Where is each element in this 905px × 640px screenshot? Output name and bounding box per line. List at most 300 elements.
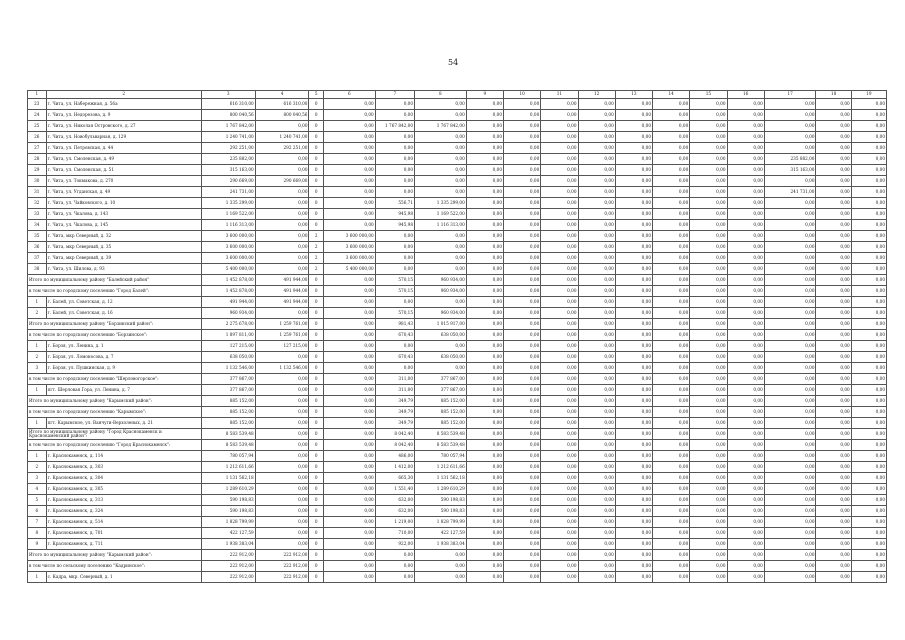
address-cell: г. Чита, ул. Шилова, д. 93 [46,264,201,275]
table-cell: 0,00 [615,330,652,341]
table-cell: 1 767 842,00 [201,121,255,132]
table-cell: 0,00 [541,220,578,231]
table-cell: 0,00 [255,440,309,451]
table-cell: 0,00 [466,110,503,121]
table-cell: 0,00 [615,374,652,385]
table-cell: 7 [28,517,47,528]
table-cell: 0,00 [504,220,541,231]
table-cell: 0,00 [727,440,764,451]
address-cell: г. Краснокаменск, д. 305 [46,484,201,495]
table-cell: 0,00 [615,506,652,517]
table-cell: 0,00 [727,275,764,286]
table-cell: 0,00 [541,264,578,275]
table-cell: 0,00 [764,561,816,572]
table-cell: 0,00 [727,396,764,407]
table-cell: 1 828 799,99 [201,517,255,528]
table-cell: 0,00 [764,528,816,539]
table-cell: 0,00 [816,198,851,209]
table-cell: 0,00 [615,308,652,319]
table-cell: 0,00 [615,121,652,132]
table-cell: 0,00 [851,572,886,583]
table-cell: 0,00 [727,539,764,550]
table-cell: 0,00 [323,407,375,418]
column-number: 16 [727,91,764,99]
table-cell: 290 669,00 [201,176,255,187]
table-cell: 0,00 [466,484,503,495]
table-cell: 0,00 [504,451,541,462]
column-number: 3 [201,91,255,99]
table-cell: 0,00 [653,473,690,484]
table-cell: 0,00 [541,110,578,121]
table-cell: 0 [309,528,323,539]
table-cell: 0,00 [541,187,578,198]
table-row [28,220,887,231]
table-cell: 222 912,00 [255,550,309,561]
table-cell: 0,00 [816,539,851,550]
subtotal-title: Итого по муниципальному району "Карымский район": [28,396,202,407]
table-cell: 0,00 [375,110,414,121]
address-cell: г. Чита, ул. Петровская, д. 44 [46,143,201,154]
table-cell: 0,00 [541,506,578,517]
table-cell: 0,00 [504,297,541,308]
table-cell: 0,00 [578,308,615,319]
table-row [28,209,887,220]
table-cell: 0,00 [816,209,851,220]
table-cell: 0,00 [255,418,309,429]
table-cell: 0,00 [415,264,467,275]
table-cell: 0,00 [323,165,375,176]
table-cell: 1 015 917,00 [415,319,467,330]
table-cell: 0,00 [375,297,414,308]
table-cell: 0,00 [690,539,727,550]
table-cell: 0 [309,176,323,187]
table-cell: 0,00 [541,385,578,396]
table-cell: 0,00 [323,209,375,220]
subtotal-row [28,275,887,286]
table-cell: 0,00 [690,264,727,275]
table-cell: 0,00 [466,440,503,451]
table-cell: 0,00 [727,187,764,198]
table-cell: 235 882,00 [201,154,255,165]
address-cell: г. Чита, ул. Смоленская, д. 49 [46,154,201,165]
table-cell: 0 [309,121,323,132]
table-cell: 3 600 000,00 [201,253,255,264]
table-cell: 0,00 [727,319,764,330]
table-cell: 0,00 [578,99,615,110]
table-cell: 0,00 [764,253,816,264]
table-cell: 0,00 [255,528,309,539]
table-cell: 0,00 [816,286,851,297]
table-cell: 0,00 [255,165,309,176]
table-cell: 0,00 [255,484,309,495]
table-cell: 960 934,00 [201,308,255,319]
table-cell: 0,00 [727,484,764,495]
table-cell: 9 [28,539,47,550]
table-row [28,363,887,374]
table-cell: 0,00 [578,231,615,242]
table-cell: 1 412,00 [375,462,414,473]
table-cell: 0,00 [255,462,309,473]
table-cell: 0,00 [615,198,652,209]
table-cell: 0,00 [415,176,467,187]
table-cell: 0,00 [764,462,816,473]
table-cell: 0,00 [323,572,375,583]
table-cell: 0,00 [504,374,541,385]
table-cell: 0,00 [578,539,615,550]
table-cell: 0 [309,297,323,308]
table-cell: 1 551,40 [375,484,414,495]
table-cell: 0,00 [466,341,503,352]
table-cell: 670,43 [375,352,414,363]
table-cell: 1 169 522,00 [415,209,467,220]
table-cell: 556,71 [375,198,414,209]
table-cell: 26 [28,132,47,143]
table-row [28,253,887,264]
table-cell: 0,00 [466,132,503,143]
table-cell: 0,00 [466,528,503,539]
table-cell: 0,00 [323,429,375,440]
table-cell: 0 [309,484,323,495]
subtotal-row [28,407,887,418]
table-cell: 1 938 383,04 [201,539,255,550]
table-cell: 0,00 [690,198,727,209]
table-cell: 0,00 [541,319,578,330]
table-cell: 0,00 [690,550,727,561]
table-cell: 0,00 [690,473,727,484]
table-cell: 0,00 [653,363,690,374]
capital-repair-table [27,90,887,583]
table-cell: 885 152,00 [201,407,255,418]
table-cell: 0,00 [323,220,375,231]
table-cell: 0,00 [727,506,764,517]
table-cell: 0,00 [504,473,541,484]
table-cell: 885 152,00 [201,418,255,429]
table-cell: 0,00 [851,440,886,451]
table-cell: 0,00 [578,473,615,484]
table-cell: 0,00 [466,451,503,462]
table-cell: 0,00 [541,198,578,209]
address-cell: г. Чита, ул. Смоленская, д. 51 [46,165,201,176]
table-cell: 0,00 [615,253,652,264]
table-cell: 0,00 [690,352,727,363]
table-cell: 2 [309,242,323,253]
table-cell: 960 934,00 [415,308,467,319]
table-row [28,121,887,132]
table-cell: 0,00 [375,187,414,198]
table-cell: 0,00 [415,154,467,165]
table-cell: 0,00 [541,352,578,363]
table-cell: 0,00 [375,143,414,154]
table-cell: 0,00 [851,341,886,352]
table-cell: 0,00 [504,363,541,374]
table-cell: 780 057,94 [201,451,255,462]
table-cell: 0,00 [466,308,503,319]
table-cell: 0,00 [578,132,615,143]
table-cell: 0 [309,132,323,143]
table-cell: 885 152,00 [201,396,255,407]
address-cell: г. Краснокаменск, д. 303 [46,462,201,473]
table-cell: 0,00 [323,143,375,154]
table-cell: 0,00 [653,429,690,440]
table-cell: 0,00 [255,220,309,231]
table-cell: 0,00 [851,473,886,484]
table-cell: 0,00 [615,418,652,429]
table-cell: 0,00 [816,176,851,187]
subtotal-title: в том числе по городскому поселению "Шерловогорское": [28,374,202,385]
table-cell: 0,00 [578,550,615,561]
table-cell: 0,00 [255,198,309,209]
table-cell: 0,00 [255,308,309,319]
table-cell: 0,00 [541,286,578,297]
column-number: 8 [415,91,467,99]
table-cell: 3 600 000,00 [323,242,375,253]
address-cell: г. Чита, мкр Северный, д. 32 [46,231,201,242]
table-cell: 3 600 000,00 [323,253,375,264]
table-cell: 311,00 [375,385,414,396]
table-cell: 0,00 [415,572,467,583]
table-cell: 0,00 [466,264,503,275]
table-cell: 0,00 [764,572,816,583]
table-cell: 0,00 [578,242,615,253]
subtotal-title: в том числе по сельскому поселению "Кадринское": [28,561,202,572]
table-cell: 3 600 000,00 [323,231,375,242]
table-cell: 0,00 [727,341,764,352]
table-cell: 491 944,00 [201,297,255,308]
table-cell: 0,00 [653,143,690,154]
address-cell: г. Чита, ул. Угданская, д. 49 [46,187,201,198]
table-cell: 632,00 [375,495,414,506]
column-number-row [28,91,887,99]
table-cell: 0,00 [816,231,851,242]
table-cell: 0,00 [727,165,764,176]
address-cell: г. Борзя, ул. Ленина, д. 1 [46,341,201,352]
table-cell: 0,00 [816,517,851,528]
table-cell: 0,00 [466,407,503,418]
table-cell: 0,00 [466,572,503,583]
table-cell: 616 310,00 [255,99,309,110]
table-cell: 1 335 299,00 [415,198,467,209]
table-cell: 0,00 [851,363,886,374]
table-cell: 0,00 [653,110,690,121]
address-cell: г. Чита, ул. Чкалова, д. 145 [46,220,201,231]
table-cell: 0,00 [578,418,615,429]
address-cell: г. Краснокаменск, д. 313 [46,495,201,506]
table-body [28,91,887,583]
table-cell: 0,00 [851,451,886,462]
table-cell: 0,00 [504,319,541,330]
table-cell: 0 [309,363,323,374]
table-cell: 0,00 [727,462,764,473]
table-cell: 0,00 [615,275,652,286]
table-cell: 1 335 299,00 [201,198,255,209]
table-row [28,264,887,275]
table-cell: 0,00 [615,187,652,198]
address-cell: г. Чита, ул. Чкалова, д. 143 [46,209,201,220]
table-cell: 0,00 [727,231,764,242]
table-cell: 0,00 [504,341,541,352]
table-cell: 0,00 [653,407,690,418]
table-cell: 0,00 [255,396,309,407]
table-cell: 235 882,00 [764,154,816,165]
table-cell: 0 [309,473,323,484]
table-cell: 0,00 [690,528,727,539]
table-cell: 0,00 [504,242,541,253]
table-cell: 315 163,00 [764,165,816,176]
table-cell: 0,00 [727,550,764,561]
table-cell: 0 [309,550,323,561]
table-cell: 0,00 [727,220,764,231]
table-cell: 0,00 [578,341,615,352]
table-cell: 0,00 [816,319,851,330]
table-cell: 3 [28,473,47,484]
table-cell: 0,00 [653,385,690,396]
table-cell: 0,00 [541,121,578,132]
table-cell: 8 583 539,48 [415,440,467,451]
table-cell: 0,00 [615,473,652,484]
table-cell: 0 [309,517,323,528]
table-cell: 0,00 [415,99,467,110]
table-cell: 0,00 [690,572,727,583]
table-cell: 0,00 [466,385,503,396]
table-cell: 222 912,00 [201,550,255,561]
table-cell: 0,00 [615,528,652,539]
table-cell: 31 [28,187,47,198]
table-cell: 0,00 [504,506,541,517]
table-cell: 0,00 [690,319,727,330]
table-cell: 0,00 [541,517,578,528]
table-cell: 0,00 [851,407,886,418]
table-cell: 0,00 [504,264,541,275]
table-row [28,473,887,484]
table-cell: 491 944,00 [255,297,309,308]
table-cell: 0,00 [578,396,615,407]
table-cell: 0,00 [816,308,851,319]
address-cell: г. Чита, ул. Новобульварная, д. 129 [46,132,201,143]
table-cell: 0,00 [653,451,690,462]
table-cell: 0 [309,110,323,121]
table-cell: 0,00 [690,407,727,418]
table-cell: 0,00 [578,495,615,506]
table-cell: 0,00 [466,473,503,484]
address-cell: г. Краснокаменск, д. 304 [46,473,201,484]
table-row [28,154,887,165]
table-cell: 0 [309,506,323,517]
table-cell: 0 [309,143,323,154]
table-cell: 0,00 [851,143,886,154]
table-cell: 981,43 [375,319,414,330]
table-cell: 0,00 [504,385,541,396]
table-cell: 0,00 [653,517,690,528]
address-cell: г. Чита, мкр Северный, д. 35 [46,242,201,253]
table-cell: 0,00 [764,308,816,319]
table-cell: 0,00 [764,374,816,385]
table-cell: 377 867,00 [415,385,467,396]
table-cell: 377 867,00 [415,374,467,385]
table-cell: 0 [309,187,323,198]
table-cell: 0,00 [816,506,851,517]
table-cell: 422 127,59 [415,528,467,539]
table-cell: 0,00 [653,165,690,176]
table-cell: 1 [28,418,47,429]
table-cell: 0,00 [466,330,503,341]
table-cell: 0,00 [578,484,615,495]
table-cell: 0,00 [466,231,503,242]
table-cell: 0,00 [851,418,886,429]
table-cell: 590 198,83 [415,506,467,517]
table-cell: 0,00 [727,99,764,110]
table-cell: 1 897 811,00 [201,330,255,341]
table-cell: 0,00 [764,143,816,154]
table-cell: 0,00 [541,253,578,264]
table-cell: 349,79 [375,407,414,418]
table-cell: 0,00 [504,495,541,506]
table-cell: 616 310,00 [201,99,255,110]
table-cell: 0,00 [851,462,886,473]
table-cell: 0,00 [615,385,652,396]
table-cell: 222 912,00 [255,572,309,583]
table-cell: 0,00 [578,297,615,308]
table-cell: 800 040,56 [255,110,309,121]
table-cell: 0,00 [816,275,851,286]
table-row [28,572,887,583]
table-cell: 0,00 [323,198,375,209]
table-row [28,308,887,319]
table-cell: 0,00 [255,352,309,363]
table-cell: 0,00 [578,572,615,583]
table-cell: 0,00 [541,341,578,352]
table-cell: 0,00 [323,561,375,572]
table-cell: 0,00 [375,132,414,143]
table-cell: 0,00 [615,220,652,231]
table-cell: 0,00 [816,242,851,253]
table-cell: 0 [309,418,323,429]
table-row [28,341,887,352]
table-cell: 0,00 [816,253,851,264]
table-cell: 0,00 [375,341,414,352]
table-cell: 0,00 [466,253,503,264]
table-row [28,462,887,473]
table-cell: 0,00 [578,330,615,341]
table-cell: 0,00 [466,429,503,440]
table-cell: 0,00 [504,286,541,297]
table-cell: 0,00 [764,418,816,429]
table-cell: 0 [309,154,323,165]
table-cell: 0,00 [615,451,652,462]
table-cell: 222 912,00 [201,561,255,572]
table-cell: 0,00 [851,275,886,286]
table-row [28,506,887,517]
address-cell: г. Краснокаменск, д. 514 [46,517,201,528]
table-cell: 0,00 [615,352,652,363]
table-cell: 0,00 [504,143,541,154]
table-cell: 349,79 [375,418,414,429]
table-cell: 0,00 [816,99,851,110]
column-number: 2 [46,91,201,99]
table-cell: 0,00 [255,429,309,440]
subtotal-title: Итого по муниципальному району "Борзинский район": [28,319,202,330]
table-cell: 945,98 [375,209,414,220]
table-cell: 0,00 [816,385,851,396]
table-cell: 0,00 [255,539,309,550]
table-cell: 0,00 [816,528,851,539]
table-cell: 0,00 [466,418,503,429]
table-cell: 0,00 [615,209,652,220]
table-cell: 0 [309,462,323,473]
page-number: 54 [448,58,459,67]
table-cell: 0,00 [727,363,764,374]
table-cell: 0 [309,429,323,440]
table-cell: 0,00 [764,550,816,561]
